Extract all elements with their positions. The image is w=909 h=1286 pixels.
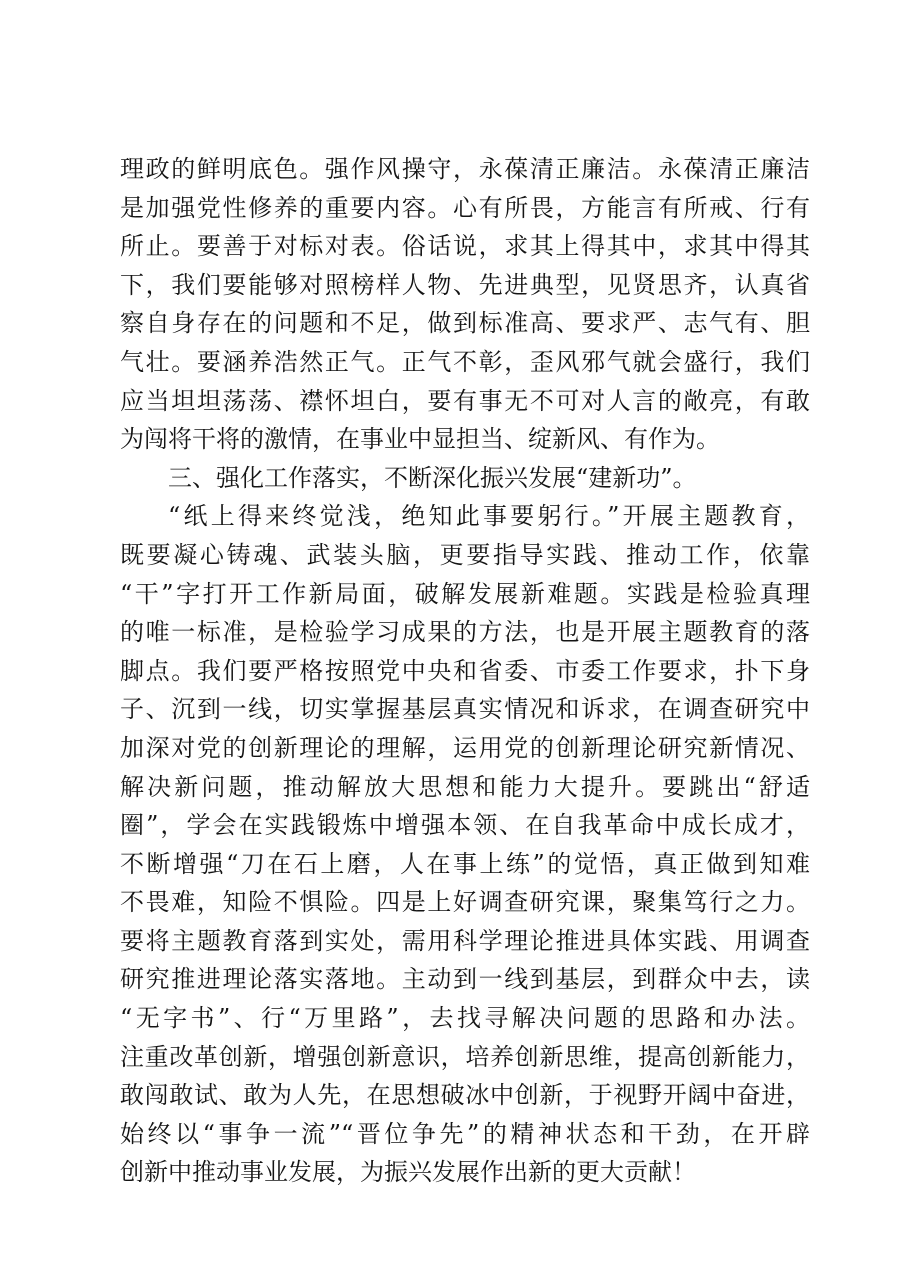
text-line: 的唯一标准，是检验学习成果的方法，也是开展主题教育的落 <box>120 618 810 647</box>
text-line: 不断增强“刀在石上磨，人在事上练”的觉悟，真正做到知难 <box>120 849 810 878</box>
text-line: 应当坦坦荡荡、襟怀坦白，要有事无不可对人言的敞亮，有敢 <box>120 386 810 415</box>
text-line: 子、沉到一线，切实掌握基层真实情况和诉求，在调查研究中 <box>120 695 810 724</box>
text-line: 所止。要善于对标对表。俗话说，求其上得其中，求其中得其 <box>120 232 810 261</box>
text-line: 下，我们要能够对照榜样人物、先进典型，见贤思齐，认真省 <box>120 270 810 299</box>
section-heading: 三、强化工作落实，不断深化振兴发展“建新功”。 <box>168 463 697 492</box>
text-line: 注重改革创新，增强创新意识，培养创新思维，提高创新能力， <box>120 1042 810 1071</box>
text-line: 敢闯敢试、敢为人先，在思想破冰中创新，于视野开阔中奋进， <box>120 1081 810 1110</box>
text-line: 理政的鲜明底色。强作风操守，永葆清正廉洁。永葆清正廉洁 <box>120 155 810 183</box>
text-line: “干”字打开工作新局面，破解发展新难题。实践是检验真理 <box>120 579 810 608</box>
text-line: 不畏难，知险不惧险。四是上好调查研究课，聚集笃行之力。 <box>120 888 810 917</box>
text-line: 气壮。要涵养浩然正气。正气不彰，歪风邪气就会盛行，我们 <box>120 347 810 376</box>
body-text <box>120 150 810 1192</box>
text-line: 脚点。我们要严格按照党中央和省委、市委工作要求，扑下身 <box>120 656 810 685</box>
text-line: 为闯将干将的激情，在事业中显担当、绽新风、有作为。 <box>120 425 720 454</box>
text-line: 加深对党的创新理论的理解，运用党的创新理论研究新情况、 <box>120 733 810 762</box>
text-line: 解决新问题，推动解放大思想和能力大提升。要跳出“舒适 <box>120 772 810 801</box>
text-line: 察自身存在的问题和不足，做到标准高、要求严、志气有、胆 <box>120 309 810 338</box>
text-line: 既要凝心铸魂、武装头脑，更要指导实践、推动工作，依靠 <box>120 540 810 569</box>
text-line: 圈”，学会在实践锻炼中增强本领、在自我革命中成长成才， <box>120 811 810 840</box>
text-line: “无字书”、行“万里路”，去找寻解决问题的思路和办法。 <box>120 1004 810 1033</box>
text-line: 研究推进理论落实落地。主动到一线到基层，到群众中去，读 <box>120 965 810 994</box>
text-line: “纸上得来终觉浅，绝知此事要躬行。”开展主题教育， <box>168 502 810 531</box>
text-line: 创新中推动事业发展，为振兴发展作出新的更大贡献！ <box>120 1158 696 1187</box>
text-line: 始终以“事争一流”“晋位争先”的精神状态和干劲，在开辟 <box>120 1119 810 1148</box>
text-line: 要将主题教育落到实处，需用科学理论推进具体实践、用调查 <box>120 926 810 955</box>
text-line: 是加强党性修养的重要内容。心有所畏，方能言有所戒、行有 <box>120 193 810 222</box>
